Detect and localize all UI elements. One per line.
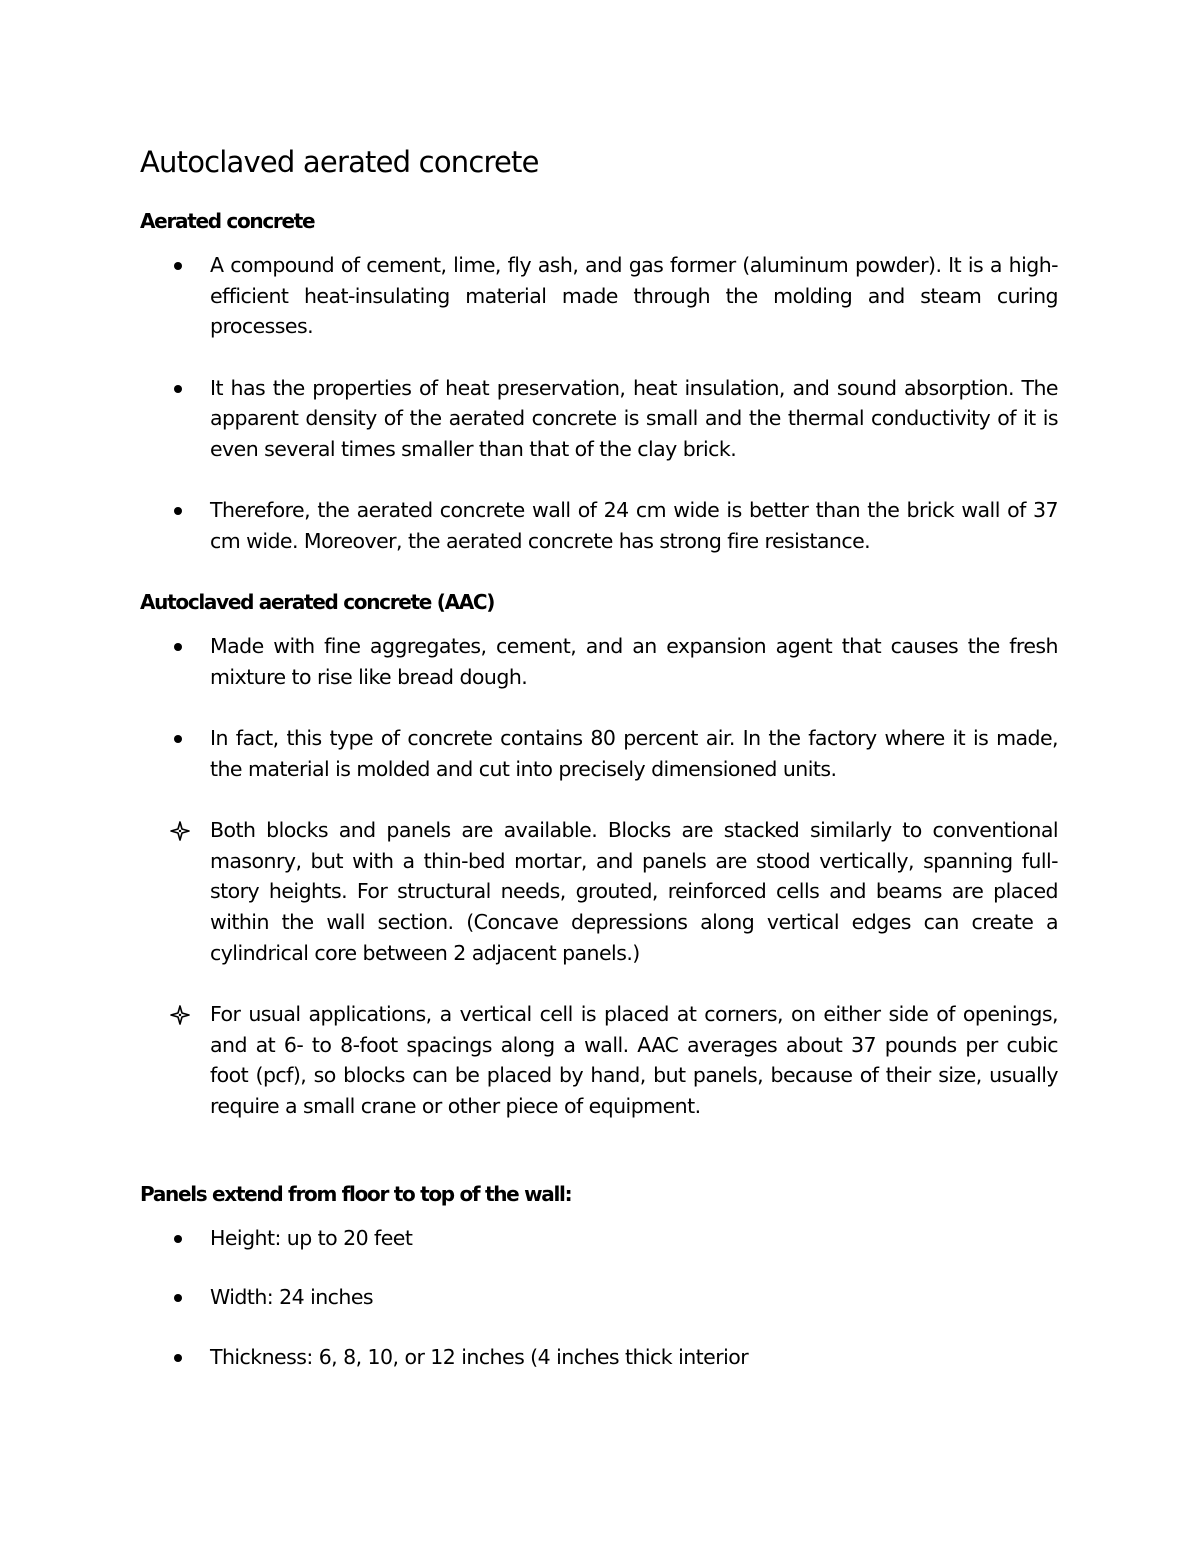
section-heading: Panels extend from floor to top of the wall: bbox=[140, 1181, 572, 1206]
list-item-text: Thickness: 6, 8, 10, or 12 inches (4 inches thick interior bbox=[210, 1345, 749, 1370]
list-item bbox=[140, 1223, 1058, 1254]
section-heading: Autoclaved aerated concrete (AAC) bbox=[140, 590, 495, 615]
list-item-text: Therefore, the aerated concrete wall of 24 cm wide is better than the brick wall of 37 cm wide. Moreover, the aerated concrete has strong fire resistance. bbox=[210, 498, 1058, 553]
section-aerated-concrete bbox=[140, 206, 1058, 557]
bullet-list bbox=[140, 1223, 1058, 1373]
list-item-text: Width: 24 inches bbox=[210, 1285, 374, 1310]
list-item bbox=[140, 373, 1058, 465]
bullet-list bbox=[140, 631, 1058, 1122]
list-item-text: In fact, this type of concrete contains 80 percent air. In the factory where it is made, the material is molded and cut into precisely dimensioned units. bbox=[210, 726, 1058, 781]
list-item bbox=[140, 1342, 1058, 1373]
bullet-list bbox=[140, 250, 1058, 557]
section-heading: Aerated concrete bbox=[140, 209, 315, 233]
list-item-text: For usual applications, a vertical cell is placed at corners, on either side of openings, and at 6- to 8-foot spacings along a wall. AAC averages about 37 pounds per cubic foot (pcf), so blocks can be placed by hand, but panels, because of their size, usually require a small crane or other piece of equipment. bbox=[210, 1001, 1058, 1119]
section-aac bbox=[140, 587, 1058, 1122]
list-item bbox=[140, 815, 1058, 969]
list-item bbox=[140, 631, 1058, 692]
list-item-text: Height: up to 20 feet bbox=[210, 1225, 413, 1250]
list-item-text: A compound of cement, lime, fly ash, and gas former (aluminum powder). It is a high-efficient heat-insulating material made through the molding and steam curing processes. bbox=[210, 253, 1058, 339]
section-panels bbox=[140, 1179, 1058, 1373]
list-item-text: Both blocks and panels are available. Blocks are stacked similarly to conventional masonry, but with a thin-bed mortar, and panels are stood vertically, spanning full-story heights. For structural needs, grouted, reinforced cells and beams are placed within the wall section. (Concave depressions along vertical edges can create a cylindrical core between 2 adjacent panels.) bbox=[210, 817, 1058, 965]
document-body bbox=[140, 140, 1058, 1402]
list-item-text: Made with fine aggregates, cement, and an expansion agent that causes the fresh mixture to rise like bread dough. bbox=[210, 634, 1058, 689]
document-title: Autoclaved aerated concrete bbox=[140, 145, 539, 179]
list-item bbox=[140, 495, 1058, 556]
list-item bbox=[140, 1282, 1058, 1313]
list-item bbox=[140, 999, 1058, 1122]
list-item-text: It has the properties of heat preservation, heat insulation, and sound absorption. The apparent density of the aerated concrete is small and the thermal conductivity of it is even several times smaller than that of the clay brick. bbox=[210, 375, 1058, 462]
list-item bbox=[140, 723, 1058, 784]
list-item bbox=[140, 250, 1058, 342]
